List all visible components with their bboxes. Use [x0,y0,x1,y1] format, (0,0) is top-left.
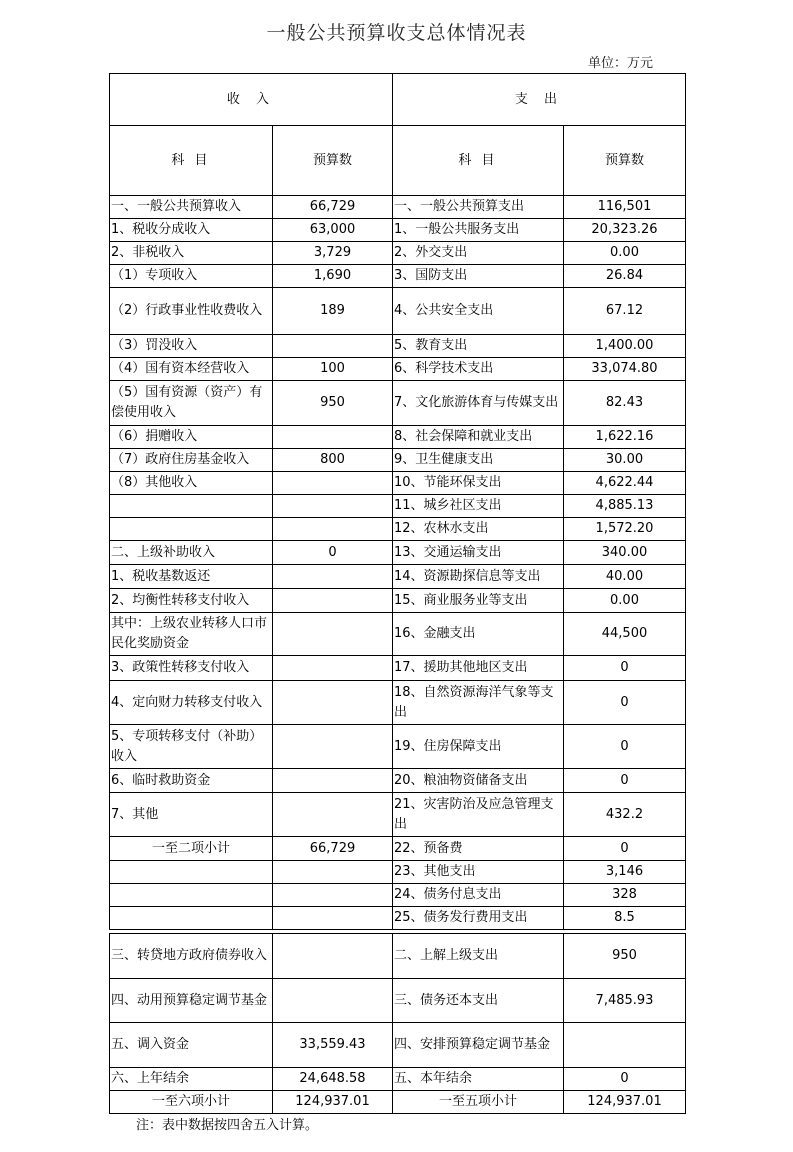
expenditure-budget-cell: 4,622.44 [564,472,686,495]
expenditure-budget-cell: 0 [564,1068,686,1091]
income-subject-cell: （8）其他收入 [110,472,273,495]
income-subject-cell: 3、政策性转移支付收入 [110,656,273,681]
expenditure-subject-cell: 二、上解上级支出 [393,934,564,979]
expenditure-budget-cell: 0.00 [564,589,686,613]
page-title: 一般公共预算收支总体情况表 [266,22,527,44]
table-row [110,979,686,1023]
expenditure-subject-cell: 17、援助其他地区支出 [393,656,564,681]
income-subject-cell: （1）专项收入 [110,265,273,288]
income-subject-cell: （7）政府住房基金收入 [110,449,273,472]
expenditure-budget-cell: 33,074.80 [564,358,686,381]
table-row [110,1068,686,1091]
expenditure-subject-cell: 25、债务发行费用支出 [393,907,564,930]
income-budget-cell: 100 [273,358,393,381]
expenditure-subject-cell: 五、本年结余 [393,1068,564,1091]
expenditure-subject-cell: 8、社会保障和就业支出 [393,426,564,449]
table-row [110,613,686,656]
income-subject-cell: 二、上级补助收入 [110,541,273,565]
expenditure-subject-cell: 5、教育支出 [393,335,564,358]
expenditure-subject-cell: 21、灾害防治及应急管理支出 [393,793,564,837]
expenditure-budget-cell: 116,501 [564,196,686,219]
table-row [110,335,686,358]
expenditure-budget-cell: 4,885.13 [564,495,686,518]
income-budget-cell: 0 [273,541,393,565]
income-budget-cell: 800 [273,449,393,472]
expenditure-budget-cell [564,1023,686,1068]
expenditure-subject-cell: 14、资源勘探信息等支出 [393,565,564,589]
income-subject-cell: 其中：上级农业转移人口市民化奖励资金 [110,613,273,656]
income-subject-cell: （2）行政事业性收费收入 [110,288,273,335]
income-budget-cell [273,907,393,930]
income-budget-cell [273,472,393,495]
table-row [110,656,686,681]
expenditure-subject-cell: 2、外交支出 [393,242,564,265]
income-subject-cell [110,518,273,541]
income-subject-cell: 三、转贷地方政府债券收入 [110,934,273,979]
table-row [110,934,686,979]
income-subject-cell: 6、临时救助资金 [110,769,273,793]
table-row [110,449,686,472]
income-budget-cell [273,495,393,518]
table-row [110,793,686,837]
income-subject-cell: 5、专项转移支付（补助）收入 [110,725,273,769]
table-row [110,288,686,335]
table-row [110,426,686,449]
table-row [110,265,686,288]
expenditure-budget-cell: 30.00 [564,449,686,472]
expenditure-subject-cell: 12、农林水支出 [393,518,564,541]
income-subject-cell: （5）国有资源（资产）有偿使用收入 [110,381,273,426]
expenditure-budget-cell: 432.2 [564,793,686,837]
table-row [110,196,686,219]
unit-label: 单位：万元 [588,56,654,71]
income-subject-cell: 4、定向财力转移支付收入 [110,681,273,725]
table-row [110,769,686,793]
table-row [110,589,686,613]
income-budget-cell: 189 [273,288,393,335]
income-budget-cell: 1,690 [273,265,393,288]
expenditure-budget-cell: 1,572.20 [564,518,686,541]
income-subject-header: 科 目 [110,126,273,196]
expenditure-budget-cell: 1,622.16 [564,426,686,449]
expenditure-subject-cell: 1、一般公共服务支出 [393,219,564,242]
income-subject-cell: 2、均衡性转移支付收入 [110,589,273,613]
income-budget-cell: 66,729 [273,837,393,861]
expenditure-budget-cell: 26.84 [564,265,686,288]
table-row [110,565,686,589]
income-budget-cell [273,793,393,837]
income-budget-cell [273,725,393,769]
income-budget-cell [273,681,393,725]
expenditure-budget-cell: 0 [564,681,686,725]
income-subject-cell: 一至二项小计 [110,837,273,861]
income-budget-cell: 124,937.01 [273,1091,393,1114]
income-subject-cell: 2、非税收入 [110,242,273,265]
footnote: 注：表中数据按四舍五入计算。 [136,1118,319,1133]
expenditure-budget-cell: 0 [564,656,686,681]
income-subject-cell: （6）捐赠收入 [110,426,273,449]
income-subject-cell [110,907,273,930]
expenditure-budget-cell: 40.00 [564,565,686,589]
income-budget-cell [273,769,393,793]
income-subject-cell: （4）国有资本经营收入 [110,358,273,381]
expenditure-budget-cell: 0 [564,725,686,769]
expenditure-budget-cell: 7,485.93 [564,979,686,1023]
table-row [110,837,686,861]
income-budget-header: 预算数 [273,126,393,196]
budget-table-summary [109,933,686,1114]
expenditure-subject-cell: 20、粮油物资储备支出 [393,769,564,793]
income-subject-cell [110,861,273,884]
expenditure-subject-cell: 23、其他支出 [393,861,564,884]
expenditure-subject-cell: 7、文化旅游体育与传媒支出 [393,381,564,426]
income-budget-cell: 66,729 [273,196,393,219]
table-row [110,381,686,426]
budget-table-main [109,73,686,930]
table-row [110,358,686,381]
income-subject-cell: 7、其他 [110,793,273,837]
expenditure-subject-cell: 一、一般公共预算支出 [393,196,564,219]
table-row [110,518,686,541]
table-row [110,472,686,495]
expenditure-subject-cell: 四、安排预算稳定调节基金 [393,1023,564,1068]
expenditure-subject-cell: 10、节能环保支出 [393,472,564,495]
expenditure-subject-cell: 13、交通运输支出 [393,541,564,565]
expenditure-subject-cell: 15、商业服务业等支出 [393,589,564,613]
income-budget-cell [273,426,393,449]
table-row [110,1091,686,1114]
expenditure-subject-cell: 24、债务付息支出 [393,884,564,907]
expenditure-budget-cell: 328 [564,884,686,907]
expenditure-subject-cell: 11、城乡社区支出 [393,495,564,518]
expenditure-budget-cell: 82.43 [564,381,686,426]
expenditure-subject-cell: 19、住房保障支出 [393,725,564,769]
income-budget-cell [273,934,393,979]
expenditure-subject-cell: 三、债务还本支出 [393,979,564,1023]
income-subject-cell [110,884,273,907]
expenditure-budget-cell: 950 [564,934,686,979]
income-subject-cell: 1、税收基数返还 [110,565,273,589]
expenditure-budget-cell: 8.5 [564,907,686,930]
income-budget-cell [273,518,393,541]
expenditure-subject-cell: 18、自然资源海洋气象等支出 [393,681,564,725]
expenditure-budget-cell: 0.00 [564,242,686,265]
table-row [110,884,686,907]
expenditure-budget-header: 预算数 [564,126,686,196]
expenditure-subject-cell: 4、公共安全支出 [393,288,564,335]
expenditure-budget-cell: 340.00 [564,541,686,565]
income-budget-cell [273,589,393,613]
expenditure-subject-cell: 3、国防支出 [393,265,564,288]
table-row [110,242,686,265]
expenditure-subject-header: 科 目 [393,126,564,196]
income-budget-cell [273,656,393,681]
expenditure-budget-cell: 20,323.26 [564,219,686,242]
income-subject-cell: （3）罚没收入 [110,335,273,358]
expenditure-budget-cell: 0 [564,769,686,793]
expenditure-subject-cell: 16、金融支出 [393,613,564,656]
income-header: 收 入 [110,74,393,126]
income-budget-cell: 63,000 [273,219,393,242]
expenditure-subject-cell: 一至五项小计 [393,1091,564,1114]
expenditure-subject-cell: 9、卫生健康支出 [393,449,564,472]
table-row [110,907,686,930]
expenditure-subject-cell: 6、科学技术支出 [393,358,564,381]
expenditure-budget-cell: 67.12 [564,288,686,335]
income-subject-cell: 一、一般公共预算收入 [110,196,273,219]
table-row [110,219,686,242]
income-subject-cell: 四、动用预算稳定调节基金 [110,979,273,1023]
expenditure-budget-cell: 124,937.01 [564,1091,686,1114]
income-budget-cell: 950 [273,381,393,426]
income-budget-cell [273,335,393,358]
income-subject-cell [110,495,273,518]
income-subject-cell: 一至六项小计 [110,1091,273,1114]
income-subject-cell: 六、上年结余 [110,1068,273,1091]
expenditure-budget-cell: 3,146 [564,861,686,884]
expenditure-budget-cell: 44,500 [564,613,686,656]
income-budget-cell [273,884,393,907]
expenditure-header: 支 出 [393,74,686,126]
table-row [110,681,686,725]
table-row [110,861,686,884]
income-budget-cell: 24,648.58 [273,1068,393,1091]
income-budget-cell: 33,559.43 [273,1023,393,1068]
income-budget-cell [273,613,393,656]
income-budget-cell: 3,729 [273,242,393,265]
income-budget-cell [273,861,393,884]
expenditure-subject-cell: 22、预备费 [393,837,564,861]
table-row [110,1023,686,1068]
income-budget-cell [273,979,393,1023]
expenditure-budget-cell: 1,400.00 [564,335,686,358]
table-row [110,541,686,565]
income-budget-cell [273,565,393,589]
expenditure-budget-cell: 0 [564,837,686,861]
table-row [110,495,686,518]
income-subject-cell: 五、调入资金 [110,1023,273,1068]
table-row [110,725,686,769]
income-subject-cell: 1、税收分成收入 [110,219,273,242]
